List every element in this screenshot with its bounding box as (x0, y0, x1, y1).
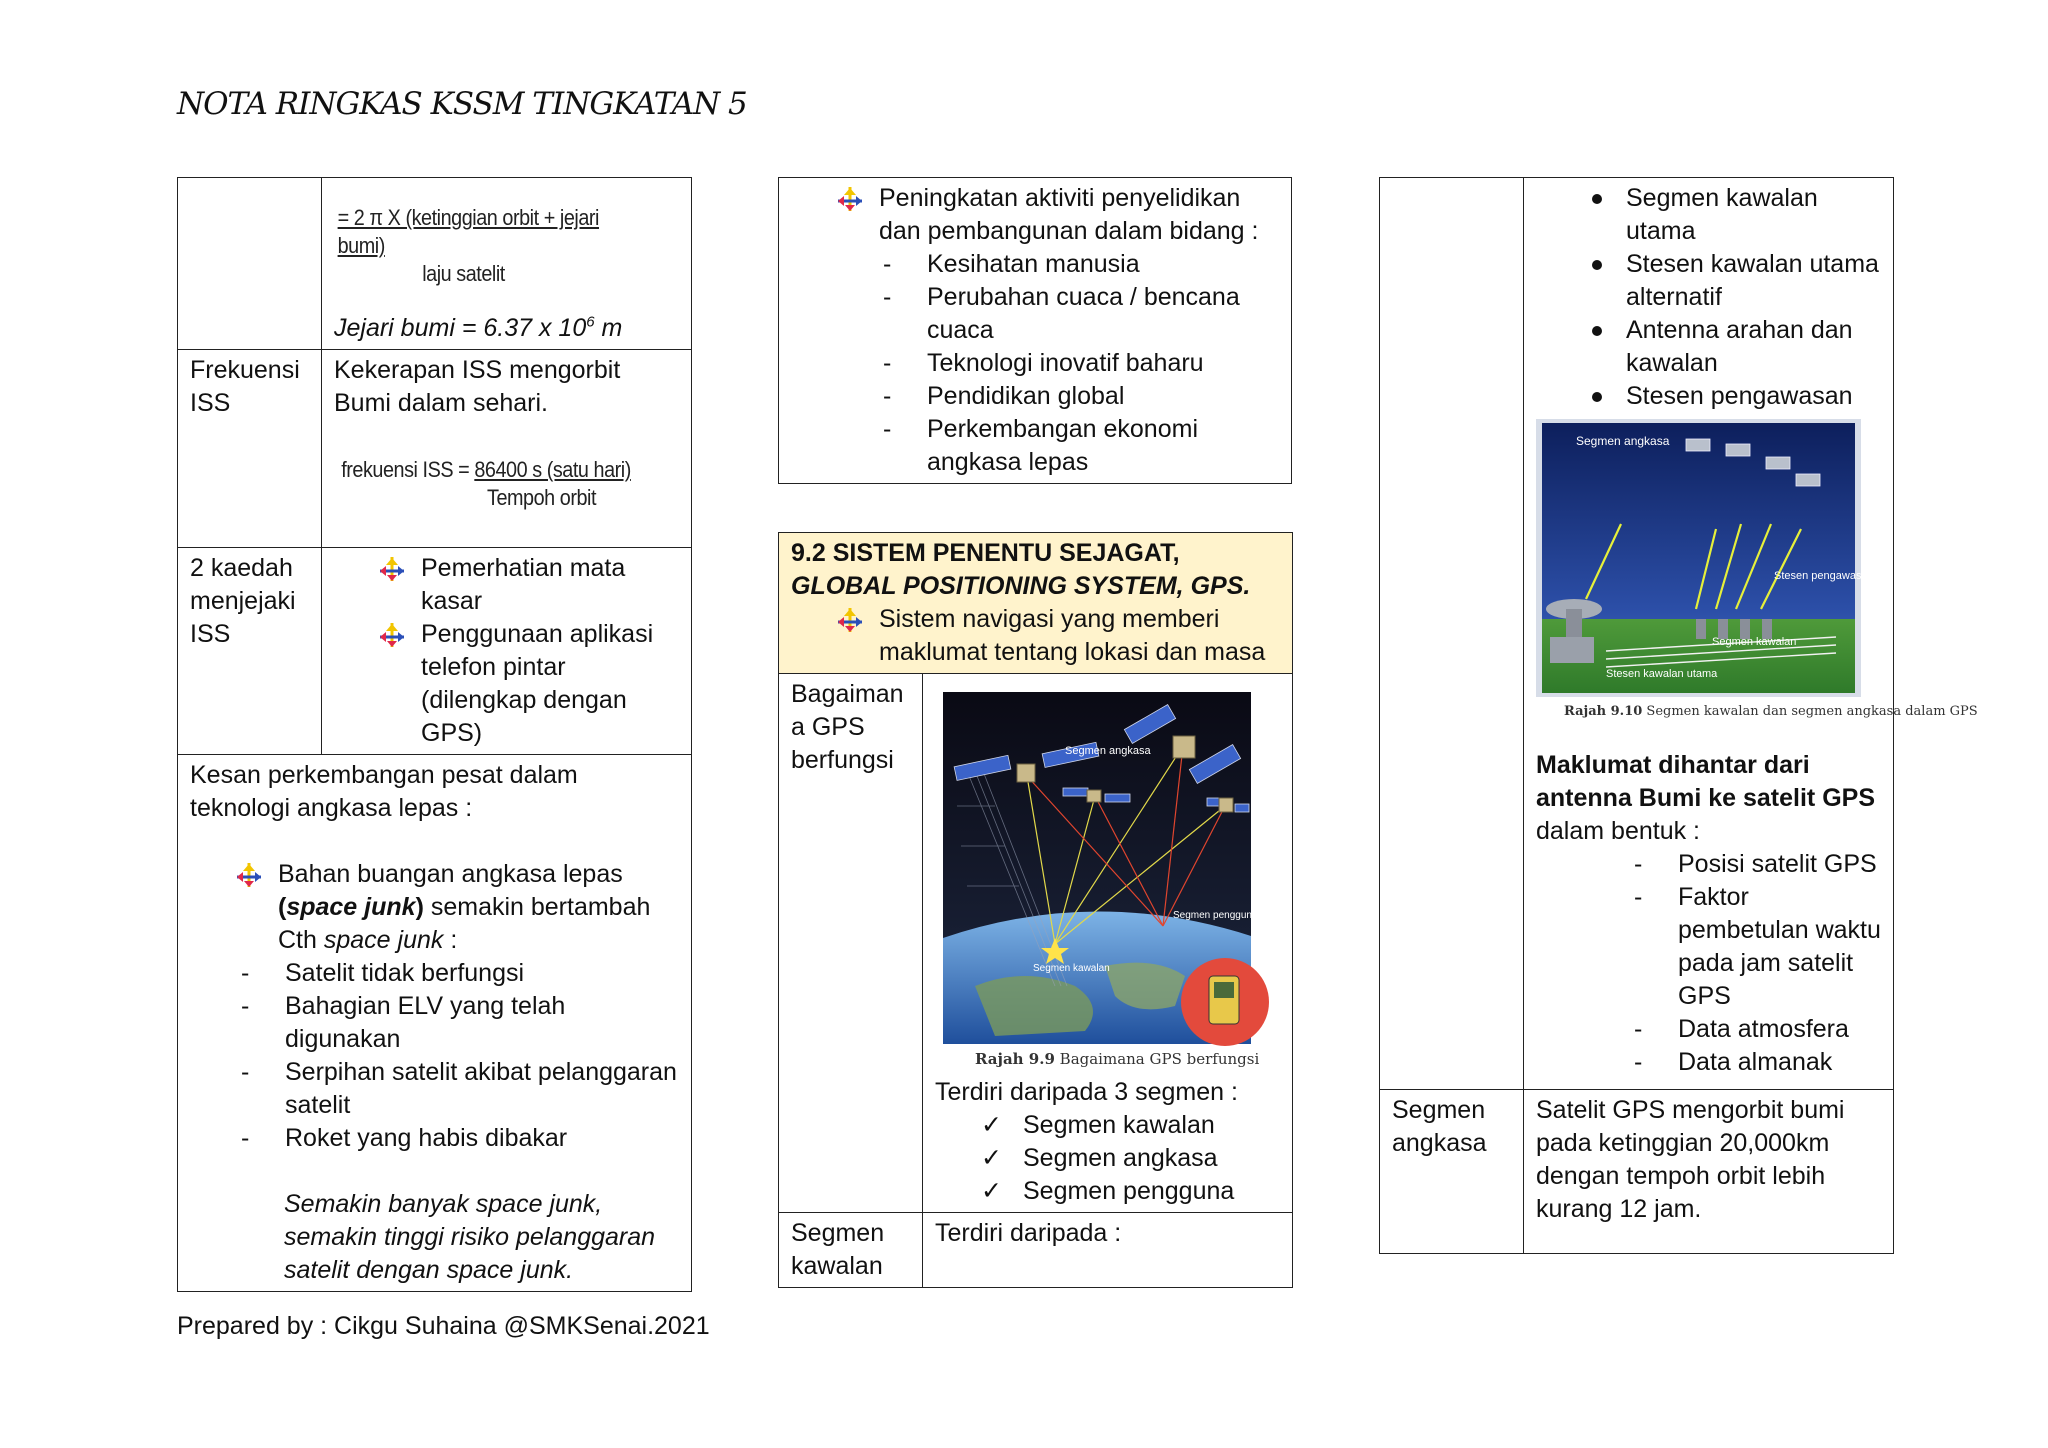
junk-examples-list (237, 957, 679, 1155)
fig2-label-stesen: Stesen pengawasan (1774, 570, 1874, 582)
col2-gps-table (778, 532, 1293, 1288)
list-item: Sistem navigasi yang memberi maklumat tentang lokasi dan masa (835, 603, 1280, 669)
effect-intro: Kesan perkembangan pesat dalam teknologi angkasa lepas : (190, 761, 578, 822)
list-item: - Serpihan satelit akibat pelanggaran satelit (237, 1056, 679, 1122)
sent-items-list (1630, 848, 1881, 1079)
list-item: - Faktor pembetulan waktu pada jam satelit GPS (1630, 881, 1881, 1013)
list-item: ✓ Segmen pengguna (979, 1175, 1280, 1208)
how-cell (923, 674, 1293, 1213)
period-formula-denominator: laju satelit (422, 261, 505, 286)
freq-label: Frekuensi ISS (178, 350, 322, 548)
list-item: Bahan buangan angkasa lepas (space junk) semakin bertambah Cth space junk : (234, 858, 679, 957)
control-desc: Terdiri daripada : (923, 1213, 1293, 1288)
list-item: - Satelit tidak berfungsi (237, 957, 679, 990)
list-item: Pemerhatian mata kasar (377, 552, 679, 618)
list-item: Antenna arahan dan kawalan (1582, 314, 1881, 380)
arrow-bullet-icon (379, 556, 405, 582)
list-item: Stesen pengawasan (1582, 380, 1881, 413)
checkmark-icon: ✓ (981, 1177, 1002, 1205)
freq-desc: Kekerapan ISS mengorbit Bumi dalam sehari. (334, 356, 621, 417)
sent-rest: dalam bentuk : (1536, 817, 1700, 845)
col3-table (1379, 177, 1978, 1254)
space-label: Segmen angkasa (1380, 1090, 1524, 1254)
fig2-label-kawalan: Segmen kawalan (1712, 636, 1797, 648)
fig2-caption: Rajah 9.10 Segmen kawalan dan segmen angkasa dalam GPS (1564, 704, 1978, 719)
how-label: Bagaiman a GPS berfungsi (779, 674, 923, 1213)
list-item: Penggunaan aplikasi telefon pintar (dilengkap dengan GPS) (377, 618, 679, 750)
fig2-label-angkasa: Segmen angkasa (1576, 434, 1670, 448)
period-label-cell (178, 178, 322, 350)
list-item: - Roket yang habis dibakar (237, 1122, 679, 1155)
list-item: ✓ Segmen kawalan (979, 1109, 1280, 1142)
list-item: - Perkembangan ekonomi angkasa lepas (879, 413, 1279, 479)
list-item: - Kesihatan manusia (879, 248, 1279, 281)
list-item: - Bahagian ELV yang telah digunakan (237, 990, 679, 1056)
checkmark-icon: ✓ (981, 1111, 1002, 1139)
arrow-bullet-icon (236, 862, 262, 888)
list-item: Segmen kawalan utama (1582, 182, 1881, 248)
research-cell (779, 178, 1292, 484)
gps-segments-figure-image (1536, 419, 1978, 749)
page-title: NOTA RINGKAS KSSM TINGKATAN 5 (177, 86, 747, 122)
footer-credit: Prepared by : Cikgu Suhaina @SMKSenai.2021 (177, 1312, 710, 1340)
freq-cell (322, 350, 692, 548)
arrow-bullet-icon (837, 607, 863, 633)
arrow-bullet-icon (379, 622, 405, 648)
col2-top-table (778, 177, 1292, 484)
gps-heading-cell (779, 533, 1293, 674)
research-list (879, 248, 1279, 479)
period-formula-cell (322, 178, 692, 350)
fig1-label-pengguna: Segmen pengguna (1173, 910, 1258, 921)
segments-list (979, 1109, 1280, 1208)
track-cell (322, 548, 692, 755)
control-label: Segmen kawalan (779, 1213, 923, 1288)
list-item: Peningkatan aktiviti penyelidikan dan pembangunan dalam bidang : (835, 182, 1279, 248)
list-item: - Data almanak (1630, 1046, 1881, 1079)
arrow-bullet-icon (837, 186, 863, 212)
list-item: - Posisi satelit GPS (1630, 848, 1881, 881)
period-formula (334, 204, 645, 288)
col1-table (177, 177, 692, 1292)
list-item: ✓ Segmen angkasa (979, 1142, 1280, 1175)
fig1-caption: Rajah 9.9 Bagaimana GPS berfungsi (975, 1050, 1260, 1068)
col3-control-cell (1524, 178, 1978, 1090)
freq-formula: frekuensi ISS = 86400 s (satu hari) Tempoh orbit (341, 457, 631, 510)
control-items-list (1582, 182, 1881, 413)
earth-radius-note: Jejari bumi = 6.37 x $10^6$ m (334, 313, 623, 342)
gps-figure-image (935, 686, 1275, 1076)
checkmark-icon: ✓ (981, 1144, 1002, 1172)
list-item: - Pendidikan global (879, 380, 1279, 413)
list-item: - Data atmosfera (1630, 1013, 1881, 1046)
segments-intro: Terdiri daripada 3 segmen : (935, 1078, 1238, 1106)
track-label: 2 kaedah menjejaki ISS (178, 548, 322, 755)
fig1-label-kawalan: Segmen kawalan (1033, 963, 1110, 974)
gps-heading: 9.2 SISTEM PENENTU SEJAGAT, GLOBAL POSITIONING SYSTEM, GPS. (791, 539, 1251, 600)
fig1-label-angkasa: Segmen angkasa (1065, 745, 1151, 757)
space-desc: Satelit GPS mengorbit bumi pada ketinggian 20,000km dengan tempoh orbit lebih kurang 12 jam. (1524, 1090, 1894, 1254)
list-item: Stesen kawalan utama alternatif (1582, 248, 1881, 314)
period-formula-numerator: = 2 π X (ketinggian orbit + jejari bumi) (337, 205, 600, 258)
col3-empty-cell (1380, 178, 1524, 1090)
list-item: - Teknologi inovatif baharu (879, 347, 1279, 380)
junk-conclusion: Semakin banyak space junk, semakin tinggi risiko pelanggaran satelit dengan space junk. (284, 1190, 656, 1284)
effect-cell (178, 755, 692, 1292)
fig2-label-utama: Stesen kawalan utama (1606, 668, 1718, 680)
sent-heading: Maklumat dihantar dari antenna Bumi ke satelit GPS (1536, 751, 1875, 812)
list-item: - Perubahan cuaca / bencana cuaca (879, 281, 1279, 347)
